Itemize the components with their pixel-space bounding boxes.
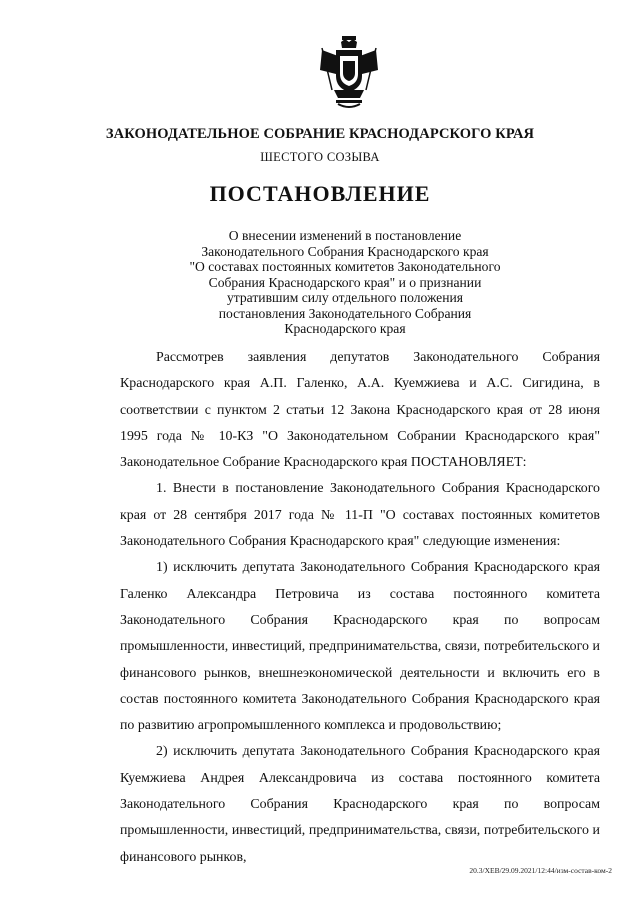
- document-body: [120, 345, 600, 871]
- subject-line: Собрания Краснодарского края" и о признании: [208, 274, 482, 290]
- krasnodar-coat-of-arms-icon: [314, 34, 384, 110]
- paragraph-item-1: 1. Внести в постановление Законодательного Собрания Краснодарского края от 28 сентября 2017 года № 11-П "О составах постоянных комитетов Законодательного Собрания Краснодарского края" следующие изменения:: [120, 481, 600, 550]
- document-title: ПОСТАНОВЛЕНИЕ: [209, 181, 431, 206]
- subject-line: "О составах постоянных комитетов Законодательного: [189, 259, 501, 274]
- subject-line: О внесении изменений в постановление: [228, 228, 462, 243]
- organization-name: ЗАКОНОДАТЕЛЬНОЕ СОБРАНИЕ КРАСНОДАРСКОГО КРАЯ: [105, 126, 535, 142]
- subject-line: утратившим силу отдельного положения: [226, 290, 464, 305]
- convocation: ШЕСТОГО СОЗЫВА: [260, 150, 380, 164]
- subject-line: Законодательного Собрания Краснодарского края: [201, 243, 489, 259]
- subject-line: Краснодарского края: [284, 321, 406, 336]
- paragraph-subitem-1: 1) исключить депутата Законодательного Собрания Краснодарского края Галенко Александра Петровича из состава постоянного комитета Законодательного Собрания Краснодарского края по вопросам промышленности, инвестиций, предпринимательства, связи, потребительского и финансового рынков, внешнеэкономической деятельности и включить его в состав постоянного комитета Законодательного Собрания Краснодарского края по развитию агропромышленного комплекса и продовольствию;: [120, 560, 600, 734]
- document-subject: [160, 228, 530, 337]
- subject-line: постановления Законодательного Собрания: [218, 305, 472, 321]
- paragraph-subitem-2: 2) исключить депутата Законодательного Собрания Краснодарского края Куемжиева Андрея Александровича из состава постоянного комитета Законодательного Собрания Краснодарского края по вопросам промышленности, инвестиций, предпринимательства, связи, потребительского и финансового рынков,: [120, 744, 600, 865]
- footer-document-code: 20.3/ХЕВ/29.09.2021/12:44/изм-состав-ком-2: [469, 866, 612, 875]
- paragraph-preamble: Рассмотрев заявления депутатов Законодательного Собрания Краснодарского края А.П. Галенко, А.А. Куемжиева и А.С. Сигидина, в соответствии с пунктом 2 статьи 12 Закона Краснодарского края от 28 июня 1995 года № 10-КЗ "О Законодательном Собрании Краснодарского края" Законодательное Собрание Краснодарского края ПОСТАНОВЛЯЕТ:: [120, 350, 600, 471]
